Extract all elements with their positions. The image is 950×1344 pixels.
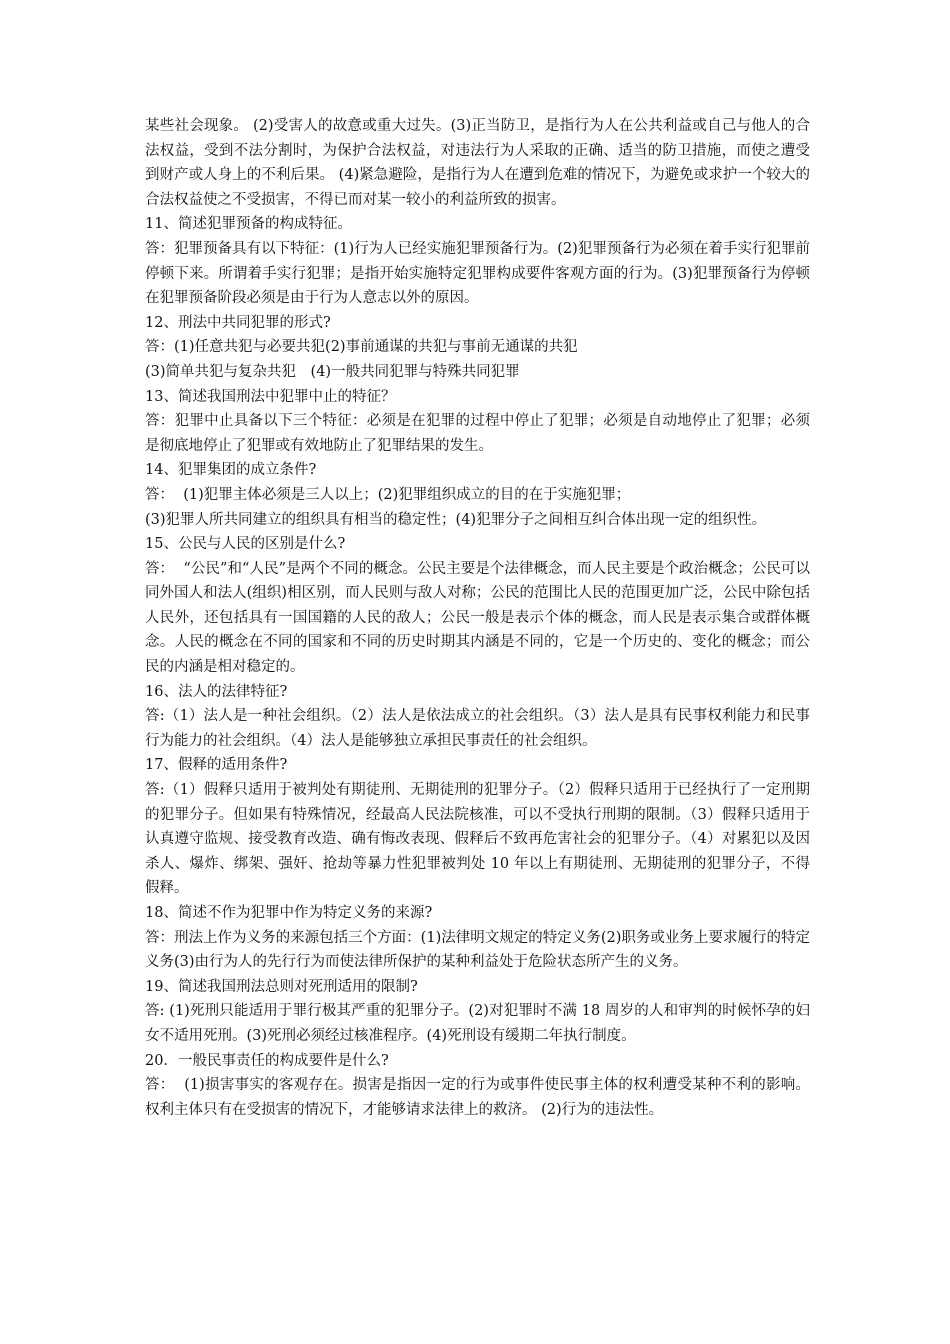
question-16: 16、法人的法律特征? — [145, 683, 288, 700]
answer-17: 答:（1）假释只适用于被判处有期徒刑、无期徒刑的犯罪分子。（2）假释只适用于已经执行了一定刑期的犯罪分子。但如果有特殊情况，经最高人民法院核准，可以不受执行刑期的限制。（3）假释只适用于认真遵守监规、接受教育改造、确有悔改表现、假释后不致再危害社会的犯罪分子。（4）对累犯以及因杀人、爆炸、绑架、强奸、抢劫等暴力性犯罪被判处 10 年以上有期徒刑、无期徒刑的犯罪分子，不得假释。 — [145, 782, 810, 897]
answer-14-line-1: 答： (1)犯罪主体必须是三人以上；(2)犯罪组织成立的目的在于实施犯罪； — [145, 486, 631, 503]
document-page — [145, 114, 810, 1122]
answer-16: 答:（1）法人是一种社会组织。（2）法人是依法成立的社会组织。（3）法人是具有民事权利能力和民事行为能力的社会组织。（4）法人是能够独立承担民事责任的社会组织。 — [145, 708, 810, 749]
answer-20: 答： (1)损害事实的客观存在。损害是指因一定的行为或事件使民事主体的权利遭受某种不利的影响。权利主体只有在受损害的情况下，才能够请求法律上的救济。 (2)行为的违法性。 — [145, 1077, 810, 1118]
answer-11: 答：犯罪预备具有以下特征：(1)行为人已经实施犯罪预备行为。(2)犯罪预备行为必须在着手实行犯罪前停顿下来。所谓着手实行犯罪；是指开始实施特定犯罪构成要件客观方面的行为。(3)犯罪预备行为停顿在犯罪预备阶段必须是由于行为人意志以外的原因。 — [145, 240, 810, 307]
answer-12-line-1: 答：(1)任意共犯与必要共犯(2)事前通谋的共犯与事前无通谋的共犯 — [145, 339, 578, 356]
question-20: 20．一般民事责任的构成要件是什么? — [145, 1052, 389, 1069]
question-11: 11、简述犯罪预备的构成特征。 — [145, 216, 352, 233]
question-13: 13、简述我国刑法中犯罪中止的特征？ — [145, 388, 396, 405]
question-15: 15、公民与人民的区别是什么? — [145, 536, 346, 553]
answer-13: 答：犯罪中止具备以下三个特征：必须是在犯罪的过程中停止了犯罪；必须是自动地停止了犯罪；必须是彻底地停止了犯罪或有效地防止了犯罪结果的发生。 — [145, 413, 810, 454]
answer-15: 答： “公民”和“人民”是两个不同的概念。公民主要是个法律概念，而人民主要是个政治概念；公民可以同外国人和法人(组织)相区别，而人民则与敌人对称；公民的范围比人民的范围更加广泛，公民中除包括人民外，还包括具有一国国籍的人民的敌人；公民一般是表示个体的概念，而人民是表示集合或群体概念。人民的概念在不同的国家和不同的历史时期其内涵是不同的，它是一个历史的、变化的概念；而公民的内涵是相对稳定的。 — [145, 560, 810, 676]
answer-18: 答：刑法上作为义务的来源包括三个方面：(1)法律明文规定的特定义务(2)职务或业务上要求履行的特定义务(3)由行为人的先行行为而使法律所保护的某种利益处于危险状态所产生的义务。 — [145, 929, 810, 971]
question-12: 12、刑法中共同犯罪的形式? — [145, 314, 331, 331]
question-19: 19、简述我国刑法总则对死刑适用的限制? — [145, 978, 418, 995]
answer-12-line-2: (3)简单共犯与复杂共犯 (4)一般共同犯罪与特殊共同犯罪 — [145, 363, 520, 380]
question-14: 14、犯罪集团的成立条件? — [145, 462, 317, 479]
paragraph-continuation: 某些社会现象。 (2)受害人的故意或重大过失。(3)正当防卫，是指行为人在公共利益或自己与他人的合法权益，受到不法分割时，为保护合法权益，对违法行为人采取的正确、适当的防卫措施，而使之遭受到财产或人身上的不利后果。 (4)紧急避险，是指行为人在遭到危难的情况下，为避免或求护一个较大的合法权益使之不受损害，不得已而对某一较小的利益所致的损害。 — [145, 118, 810, 208]
answer-19: 答: (1)死刑只能适用于罪行极其严重的犯罪分子。(2)对犯罪时不满 18 周岁的人和审判的时候怀孕的妇女不适用死刑。(3)死刑必须经过核准程序。(4)死刑设有缓期二年执行制度。 — [145, 1003, 810, 1044]
question-18: 18、简述不作为犯罪中作为特定义务的来源? — [145, 905, 433, 921]
answer-14-line-2: (3)犯罪人所共同建立的组织具有相当的稳定性；(4)犯罪分子之间相互纠合体出现一定的组织性。 — [145, 511, 767, 528]
question-17: 17、假释的适用条件? — [145, 757, 288, 774]
